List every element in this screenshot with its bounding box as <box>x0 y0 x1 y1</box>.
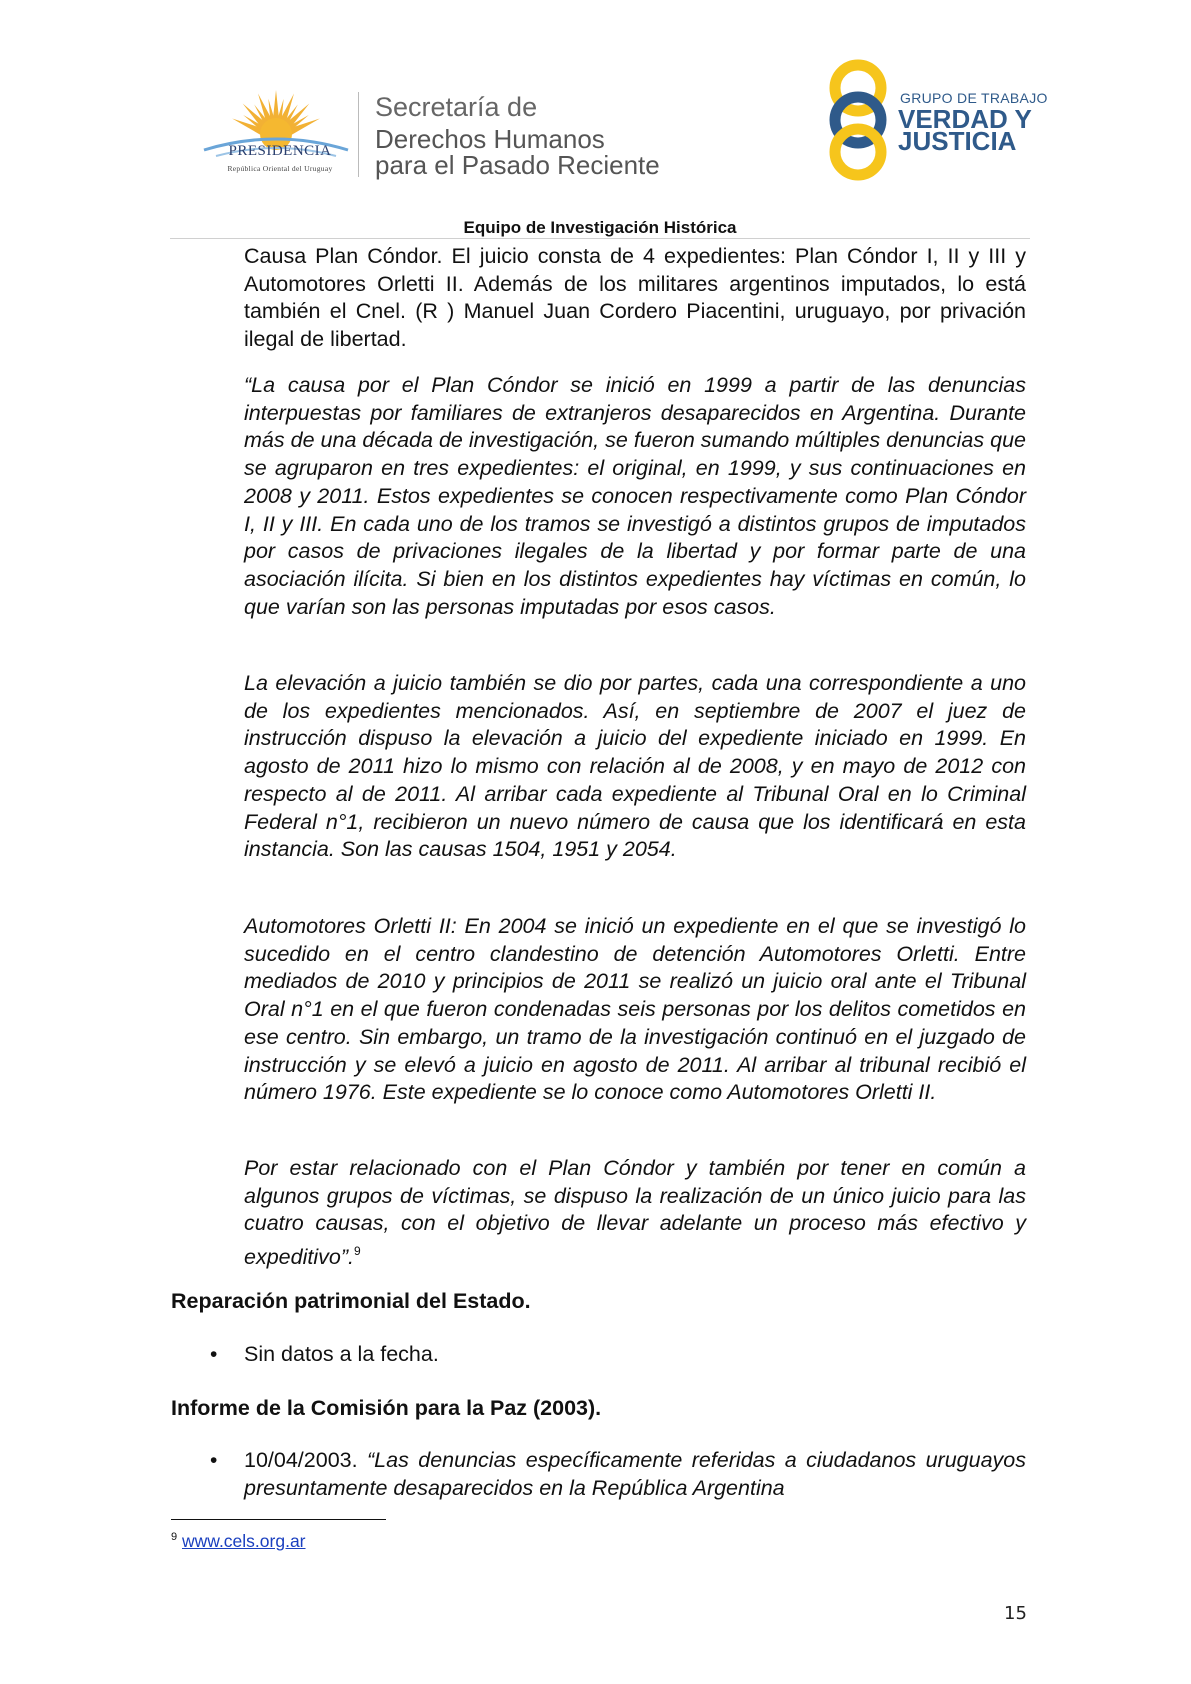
bullet-icon: • <box>210 1343 218 1366</box>
verdad-justicia-rings-logo <box>820 58 900 182</box>
page-number: 15 <box>1004 1603 1027 1624</box>
bullet-icon: • <box>210 1449 218 1472</box>
secretaria-line-2: Derechos Humanos <box>375 124 605 154</box>
bullet-item-2003 <box>244 1447 1026 1502</box>
presidencia-subtitle: República Oriental del Uruguay <box>227 164 333 173</box>
quote-paragraph-2: La elevación a juicio también se dio por partes, cada una correspondiente a uno de los expedientes mencionados. Así, en septiembre de 2007 el juez de instrucción dispuso la elevación a juicio del expediente iniciado en 1999. En agosto de 2011 hizo lo mismo con relación al de 2008, y en mayo de 2012 con respecto al de 2011. Al arribar cada expediente al Tribunal Oral en lo Criminal Federal n°1, recibieron un nuevo número de causa que los identificará en esta instancia. Son las causas 1504, 1951 y 2054. <box>244 671 1026 862</box>
header-rule <box>170 238 1030 239</box>
justicia-label: JUSTICIA <box>898 126 1017 156</box>
page-header <box>0 0 1191 240</box>
secretaria-line-3: para el Pasado Reciente <box>375 150 660 180</box>
quote-paragraph-4-text: Por estar relacionado con el Plan Cóndor y también por tener en común a algunos grupos de víctimas, se dispuso la realización de un único juicio para las cuatro causas, con el objetivo de llevar adelante un proceso más efectivo y expeditivo”. <box>244 1156 1026 1270</box>
paragraph-plan-condor-intro: Causa Plan Cóndor. El juicio consta de 4 expedientes: Plan Cóndor I, II y III y Automotores Orletti II. Además de los militares argentinos imputados, lo está también el Cnel. (R ) Manuel Juan Cordero Piacentini, uruguayo, por privación ilegal de libertad. <box>244 244 1026 352</box>
quote-paragraph-4 <box>244 1155 1026 1272</box>
secretaria-line-1: Secretaría de <box>375 92 538 122</box>
presidencia-name: PRESIDENCIA <box>228 143 332 159</box>
footnote-reference[interactable]: 9 <box>353 1244 361 1259</box>
footnote <box>171 1531 306 1552</box>
bullet-quote: “Las denuncias específicamente referidas a ciudadanos uruguayos presuntamente desaparecidos en la República Argentina <box>244 1448 1026 1500</box>
footnote-number: 9 <box>171 1531 178 1543</box>
quote-paragraph-3: Automotores Orletti II: En 2004 se inició un expediente en el que se investigó lo sucedido en el centro clandestino de detención Automotores Orletti. Entre mediados de 2010 y principios de 2011 se realizó un juicio oral ante el Tribunal Oral n°1 en el que fueron condenadas seis personas por los delitos cometidos en ese centro. Sin embargo, un tramo de la investigación continuó en el juzgado de instrucción y se elevó a juicio en agosto de 2011. Al arribar al tribunal recibió el número 1976. Este expediente se lo conoce como Automotores Orletti II. <box>244 914 1026 1105</box>
bullet-item-sin-datos: Sin datos a la fecha. <box>244 1342 439 1366</box>
footnote-link[interactable]: www.cels.org.ar <box>182 1531 306 1551</box>
grupo-trabajo-label: GRUPO DE TRABAJO <box>900 90 1048 106</box>
section-heading-reparacion: Reparación patrimonial del Estado. <box>171 1289 531 1313</box>
quote-paragraph-1: “La causa por el Plan Cóndor se inició en 1999 a partir de las denuncias interpuestas por familiares de extranjeros desaparecidos en Argentina. Durante más de una década de investigación, se fueron sumando múltiples denuncias que se agruparon en tres expedientes: el original, en 1999, y sus continuaciones en 2008 y 2011. Estos expedientes se conocen respectivamente como Plan Cóndor I, II y III. En cada uno de los tramos se investigó a distintos grupos de imputados por casos de privaciones ilegales de la libertad y por formar parte de una asociación ilícita. Si bien en los distintos expedientes hay víctimas en común, lo que varían son las personas imputadas por esos casos. <box>244 373 1026 619</box>
footnote-separator <box>171 1519 386 1520</box>
logo-separator <box>358 92 359 177</box>
section-heading-comision-paz: Informe de la Comisión para la Paz (2003). <box>171 1396 602 1420</box>
team-title: Equipo de Investigación Histórica <box>463 218 737 237</box>
verdad-label: VERDAD Y <box>898 104 1032 134</box>
bullet-date: 10/04/2003. <box>244 1448 368 1472</box>
